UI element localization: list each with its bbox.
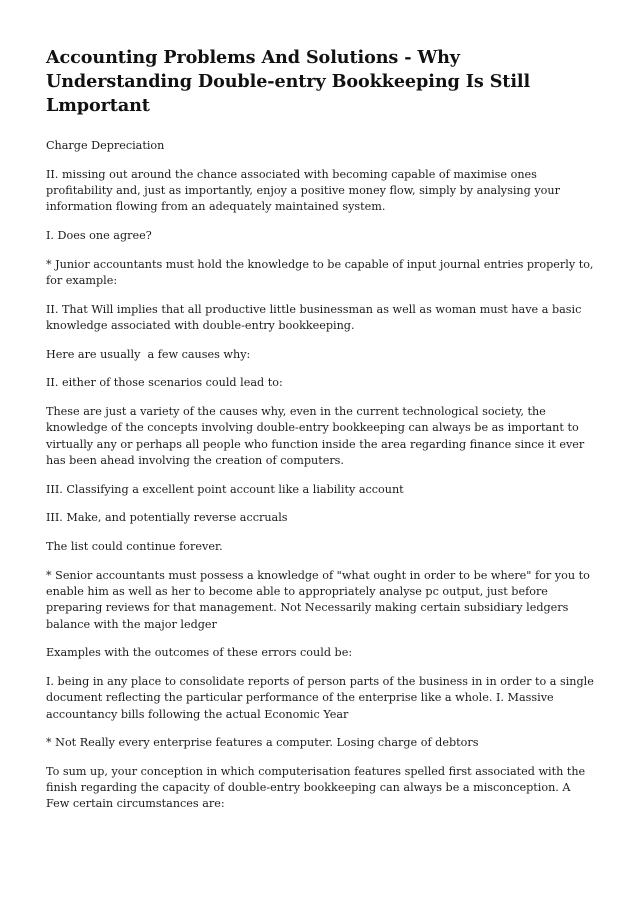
paragraph-8: These are just a variety of the causes why, even in the current technological society, the knowledge of the concepts involving double-entry bookkeeping can always be as important to virtually any or perhaps all people who function inside the area regarding finance since it ever has been ahead involving the creation of computers.: [46, 405, 588, 467]
paragraph-15: * Not Really every enterprise features a computer. Losing charge of debtors: [46, 736, 479, 750]
paragraph-1: Charge Depreciation: [46, 139, 165, 152]
document-title: Accounting Problems And Solutions - Why Understanding Double-entry Bookkeeping Is Still Lmportant: [46, 47, 531, 116]
paragraph-6: Here are usually a few causes why:: [46, 347, 251, 361]
paragraph-11: The list could continue forever.: [46, 539, 223, 553]
document-page: [46, 46, 596, 825]
paragraph-9: III. Classifying a excellent point account like a liability account: [46, 482, 404, 496]
paragraph-5: II. That Will implies that all productive little businessman as well as woman must have a basic knowledge associated with double-entry bookkeeping.: [46, 302, 585, 332]
paragraph-4: * Junior accountants must hold the knowledge to be capable of input journal entries properly to, for example:: [46, 257, 598, 287]
paragraph-16: To sum up, your conception in which computerisation features spelled first associated with the finish regarding the capacity of double-entry bookkeeping can always be a misconception. A Few certain circumstances are:: [46, 764, 589, 811]
paragraph-12: * Senior accountants must possess a knowledge of "what ought in order to be where" for you to enable him as well as her to become able to appropriately analyse pc output, just before preparing reviews for that management. Not Necessarily making certain subsidiary ledgers balance with the major ledger: [46, 568, 594, 631]
paragraph-13: Examples with the outcomes of these errors could be:: [46, 646, 353, 660]
paragraph-2: II. missing out around the chance associated with becoming capable of maximise ones profitability and, just as importantly, enjoy a positive money flow, simply by analysing your information flowing from an adequately maintained system.: [46, 167, 564, 214]
paragraph-10: III. Make, and potentially reverse accruals: [46, 511, 288, 525]
paragraph-3: I. Does one agree?: [46, 228, 152, 242]
paragraph-14: I. being in any place to consolidate reports of person parts of the business in in order to a single document reflecting the particular performance of the enterprise like a whole. I. Massive accountancy bills following the actual Economic Year: [46, 674, 598, 721]
paragraph-7: II. either of those scenarios could lead to:: [46, 376, 283, 390]
